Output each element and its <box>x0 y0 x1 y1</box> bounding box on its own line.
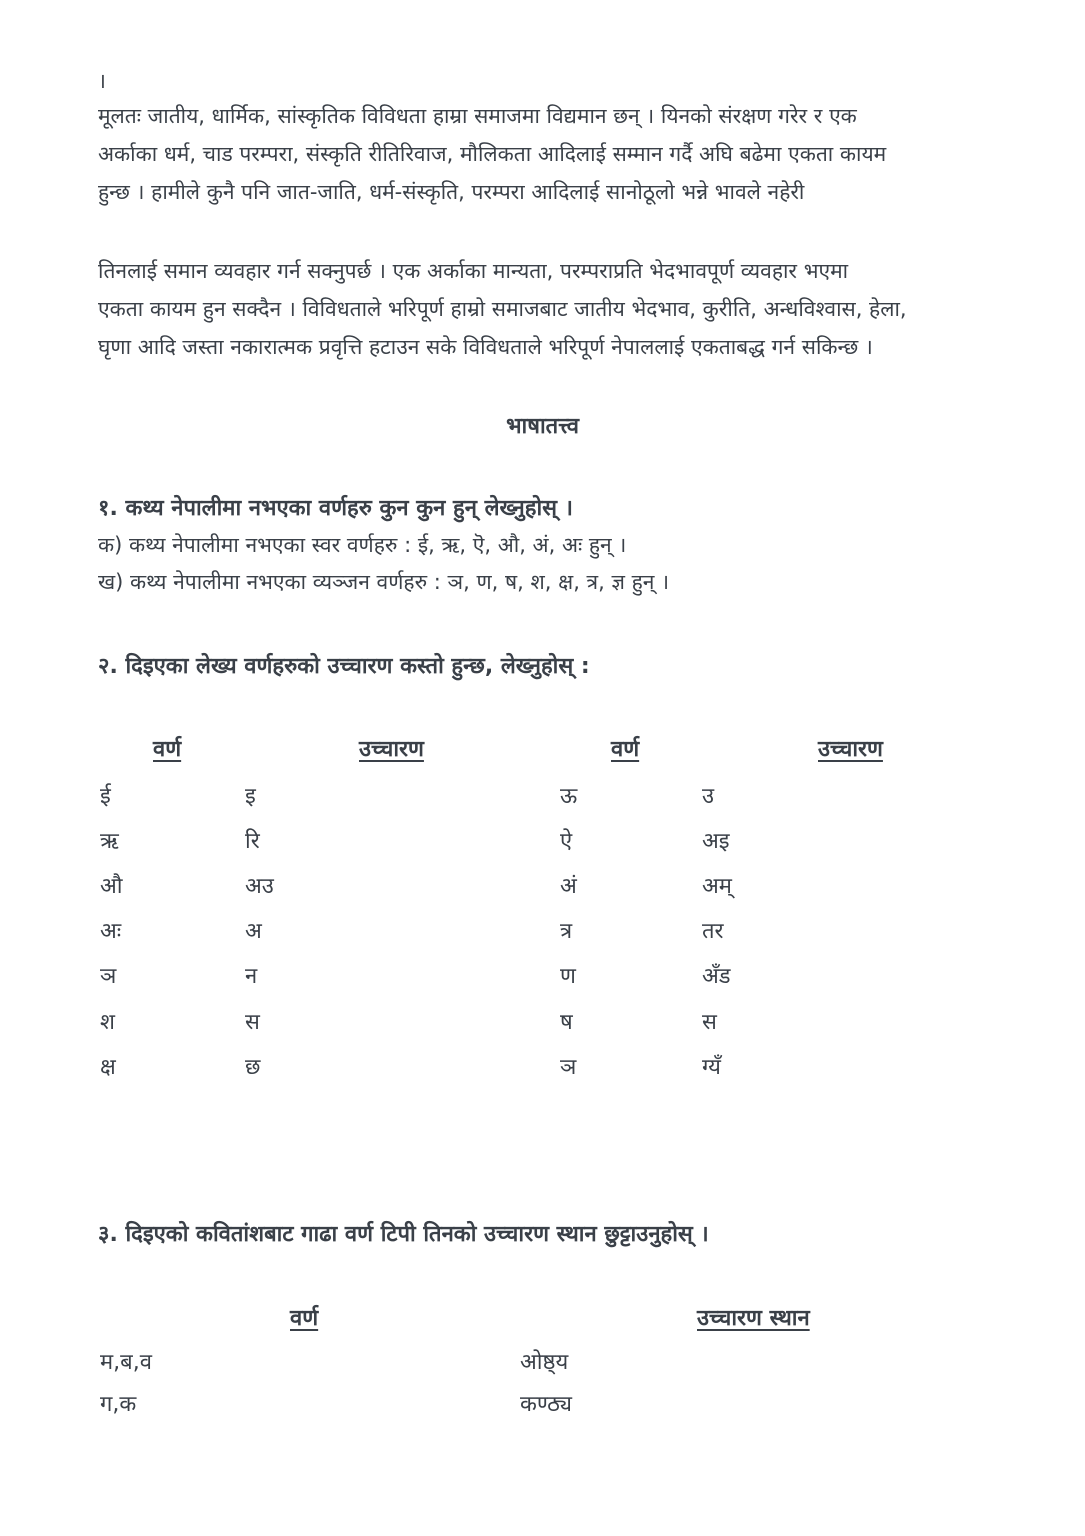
top-mark: । <box>98 69 106 93</box>
section-title: भाषातत्त्व <box>506 414 579 439</box>
table-cell: ग,क <box>100 1392 137 1417</box>
q1-answer-b: ख) कथ्य नेपालीमा नभएका व्यञ्जन वर्णहरु : ञ, ण, ष, श, क्ष, त्र, ज्ञ हुन् । <box>98 570 670 594</box>
table-cell: म,ब,व <box>100 1350 152 1375</box>
table-cell: ञ <box>100 964 117 989</box>
table-cell: अइ <box>702 829 730 854</box>
table-cell: रि <box>245 829 260 854</box>
paragraph-line: तिनलाई समान व्यवहार गर्न सक्नुपर्छ । एक अर्काका मान्यता, परम्पराप्रति भेदभावपूर्ण व्यवहार भएमा <box>98 259 849 283</box>
table-cell: त्र <box>560 919 573 944</box>
table-cell: औ <box>100 874 123 899</box>
paragraph-line: मूलतः जातीय, धार्मिक, सांस्कृतिक विविधता हाम्रा समाजमा विद्यमान छन् । यिनको संरक्षण गरेर र एक <box>98 104 857 128</box>
table-cell: ऐ <box>560 829 573 854</box>
q1-answer-a: क) कथ्य नेपालीमा नभएका स्वर वर्णहरु : ई, ऋ, ऎ, औ, अं, अः हुन् । <box>98 533 627 557</box>
table-cell: ई <box>100 784 111 809</box>
table-cell: ष <box>560 1010 573 1035</box>
q2-header-uccharan: उच्चारण <box>359 737 424 762</box>
q1-heading: १. कथ्य नेपालीमा नभएका वर्णहरु कुन कुन हुन् लेख्नुहोस् । <box>98 496 574 521</box>
q3-header-sthan: उच्चारण स्थान <box>697 1306 810 1331</box>
table-cell: अँड <box>702 964 731 989</box>
table-cell: श <box>100 1010 115 1035</box>
table-cell: ऊ <box>560 784 578 809</box>
table-cell: अं <box>560 874 577 899</box>
q2-heading: २. दिइएका लेख्य वर्णहरुको उच्चारण कस्तो हुन्छ, लेख्नुहोस् : <box>98 654 590 679</box>
table-cell: ऋ <box>100 829 119 854</box>
table-cell: कण्ठ्य <box>520 1392 572 1417</box>
paragraph-line: अर्काका धर्म, चाड परम्परा, संस्कृति रीतिरिवाज, मौलिकता आदिलाई सम्मान गर्दै अघि बढेमा एकता कायम <box>98 142 887 166</box>
q3-header-varna: वर्ण <box>290 1306 319 1331</box>
q2-header-uccharan-2: उच्चारण <box>818 737 883 762</box>
table-cell: इ <box>245 784 256 809</box>
table-cell: ओष्ठ्य <box>520 1350 569 1375</box>
table-cell: छ <box>245 1055 261 1080</box>
table-cell: क्ष <box>100 1055 116 1080</box>
paragraph-line: एकता कायम हुन सक्दैन । विविधताले भरिपूर्ण हाम्रो समाजबाट जातीय भेदभाव, कुरीति, अन्धविश्वास, हेला, <box>98 297 907 321</box>
table-cell: अ <box>245 919 262 944</box>
table-cell: अउ <box>245 874 274 899</box>
table-cell: न <box>245 964 258 989</box>
q2-header-varna-2: वर्ण <box>611 737 640 762</box>
q3-heading: ३. दिइएको कवितांशबाट गाढा वर्ण टिपी तिनको उच्चारण स्थान छुट्टाउनुहोस् । <box>98 1222 709 1247</box>
table-cell: स <box>702 1010 717 1035</box>
paragraph-line: हुन्छ । हामीले कुनै पनि जात-जाति, धर्म-संस्कृति, परम्परा आदिलाई सानोठूलो भन्ने भावले नहेरी <box>98 180 805 204</box>
paragraph-line: घृणा आदि जस्ता नकारात्मक प्रवृत्ति हटाउन सके विविधताले भरिपूर्ण नेपाललाई एकताबद्ध गर्न सकिन्छ । <box>98 335 873 359</box>
table-cell: ग्यँ <box>702 1055 721 1080</box>
table-cell: तर <box>702 919 724 944</box>
table-cell: ण <box>560 964 576 989</box>
q2-header-varna: वर्ण <box>153 737 182 762</box>
table-cell: अम् <box>702 874 732 899</box>
table-cell: अः <box>100 919 122 944</box>
table-cell: स <box>245 1010 260 1035</box>
table-cell: ञ <box>560 1055 577 1080</box>
table-cell: उ <box>702 784 715 809</box>
